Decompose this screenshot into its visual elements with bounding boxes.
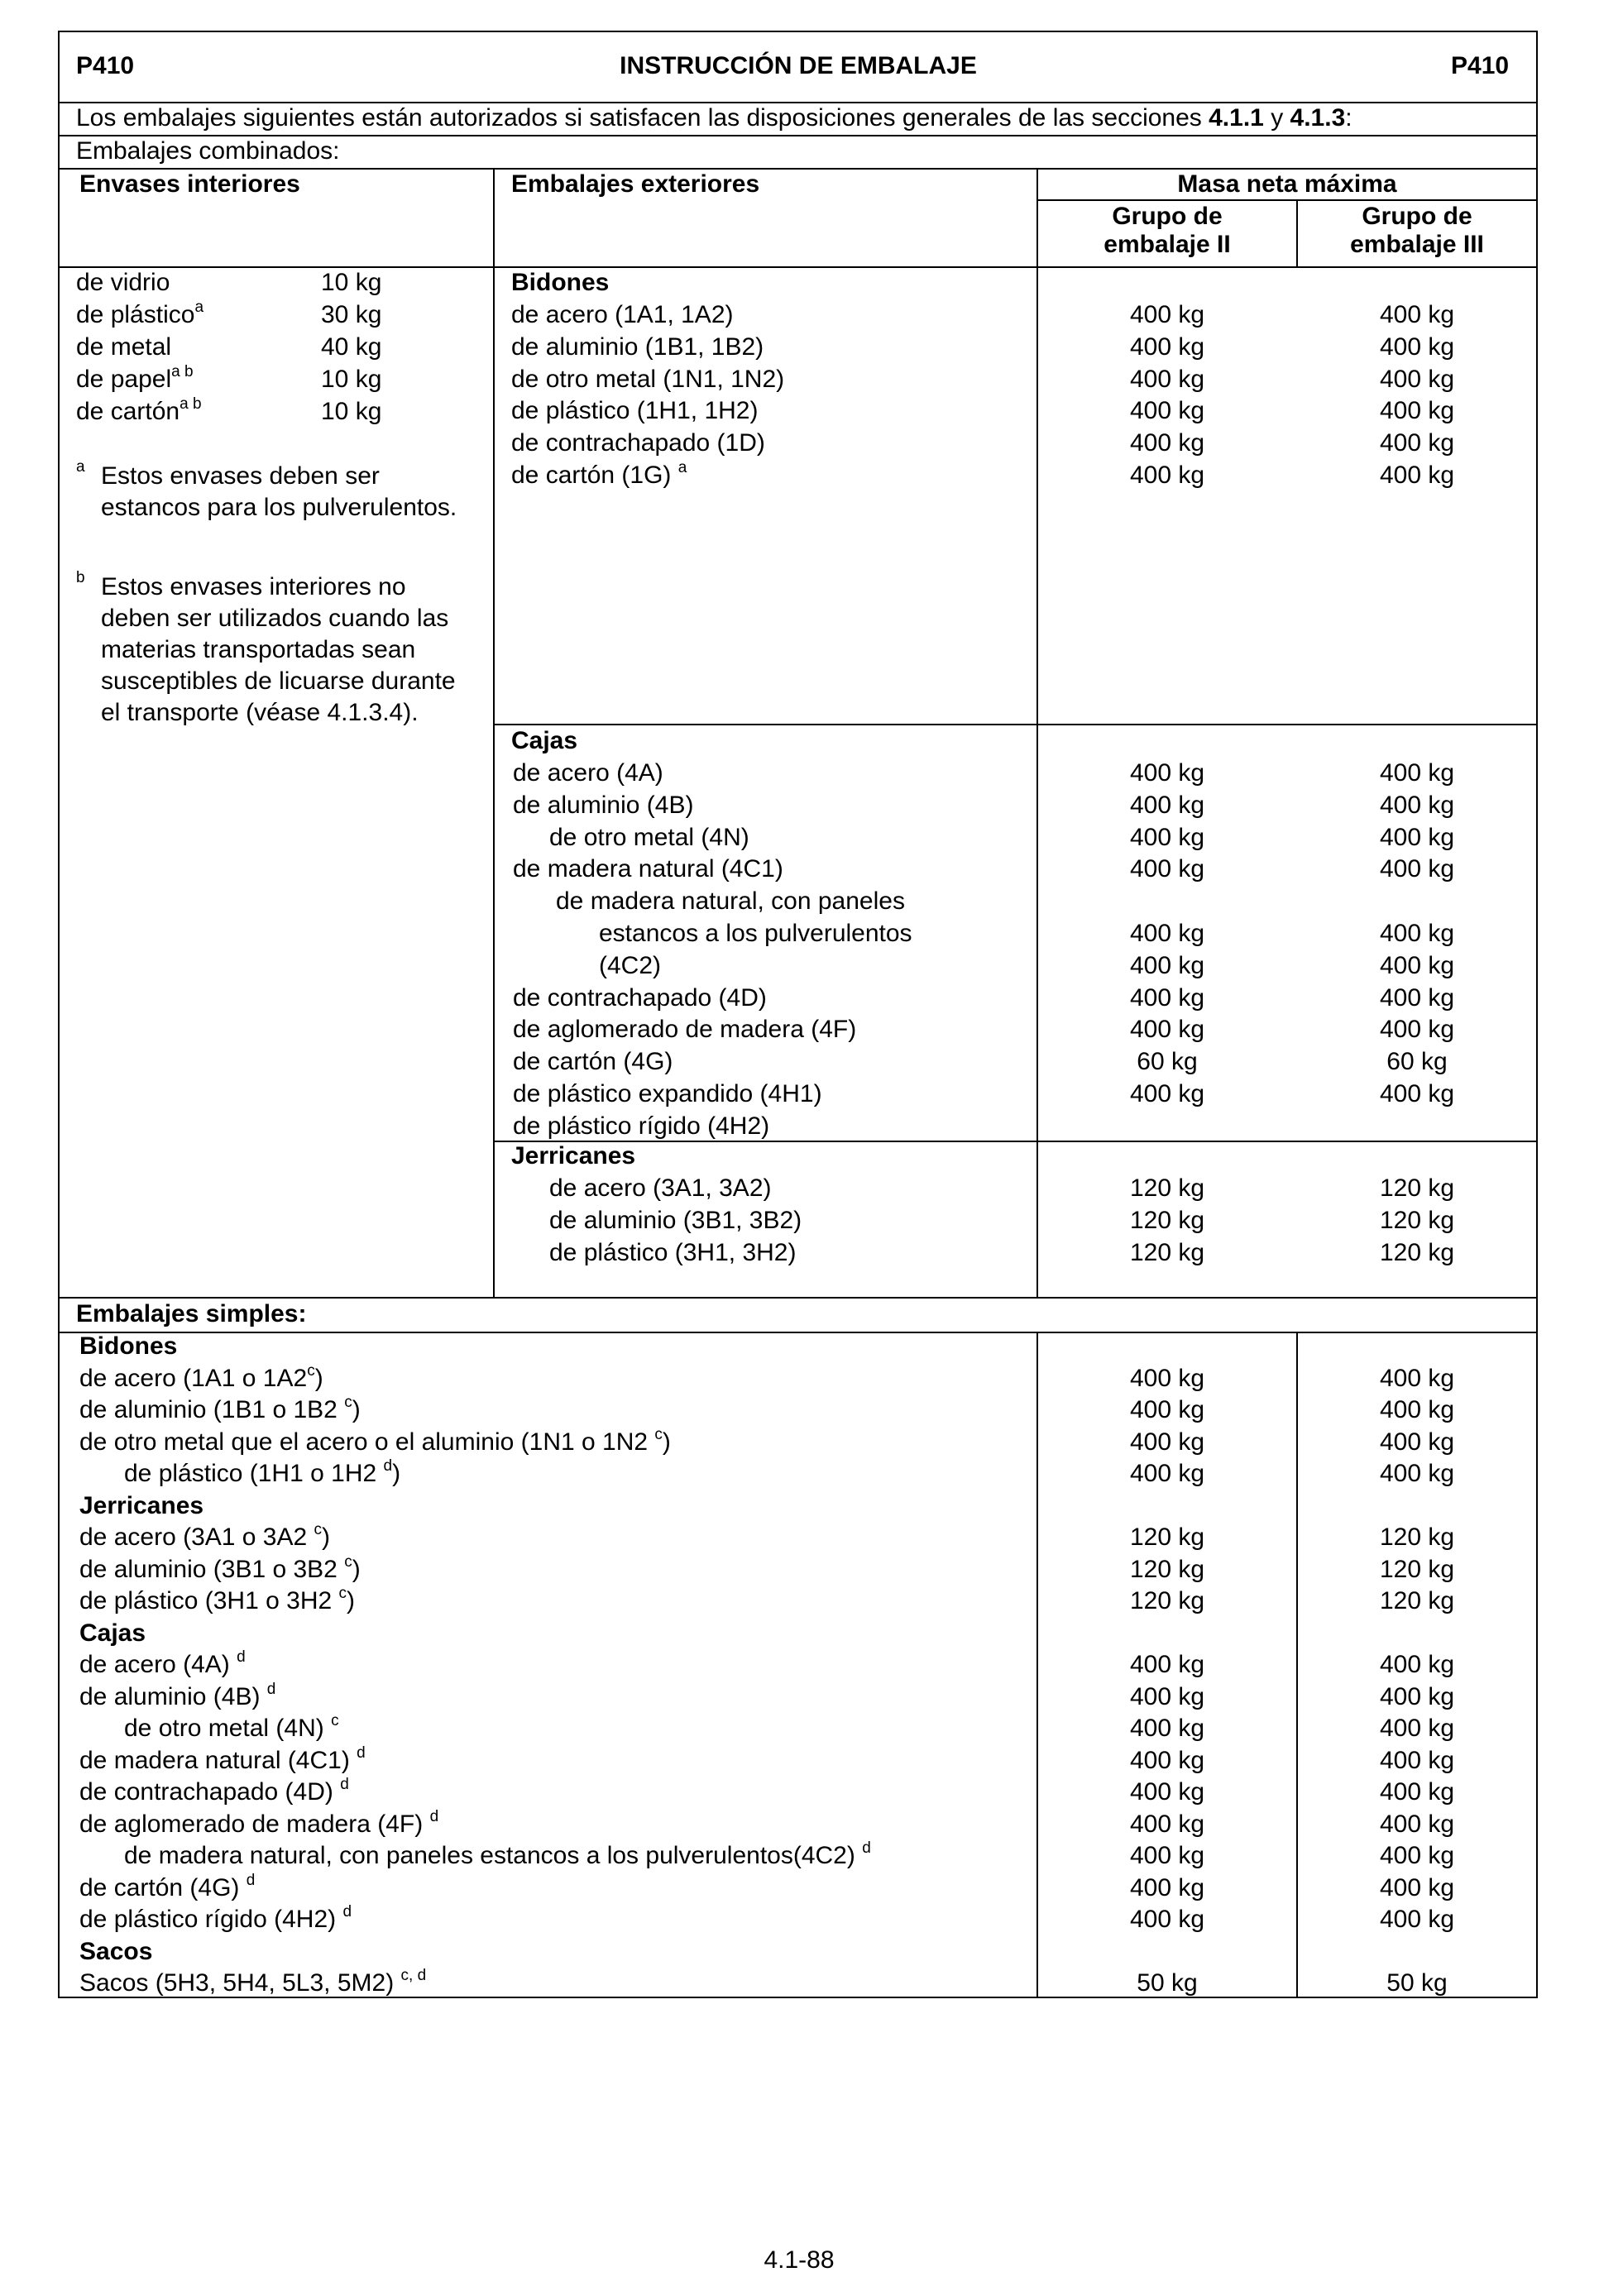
mass-group-ii: 400 kg — [1129, 429, 1205, 457]
mass-group-ii: 400 kg — [1129, 1778, 1205, 1806]
row-label: de aluminio (1B1, 1B2) — [511, 332, 764, 361]
row-label: de madera natural, con paneles estancos a los pulverulentos(4C2) $^d$ — [124, 1839, 871, 1869]
mass-group-ii: 400 kg — [1129, 951, 1205, 979]
mass-group-ii: 120 kg — [1129, 1174, 1205, 1202]
mass-group-iii: 400 kg — [1379, 1842, 1455, 1869]
col-mass-header: Masa neta máxima — [1177, 170, 1397, 198]
mass-group-ii: 400 kg — [1129, 759, 1205, 787]
mass-group-iii: 120 kg — [1379, 1238, 1455, 1266]
mass-group-iii: 400 kg — [1379, 1080, 1455, 1107]
page-title: INSTRUCCIÓN DE EMBALAJE — [620, 52, 977, 79]
mass-group-ii: 400 kg — [1129, 462, 1205, 489]
mass-group-iii: 400 kg — [1379, 1810, 1455, 1838]
row-label: (4C2) — [599, 951, 662, 979]
mass-group-ii: 120 kg — [1129, 1555, 1205, 1583]
row-label: de contrachapado (4D) — [513, 983, 767, 1012]
mass-group-ii: 400 kg — [1129, 1873, 1205, 1901]
mass-group-ii: 400 kg — [1129, 1682, 1205, 1710]
row-label: de acero (4A) $^d$ — [79, 1648, 246, 1678]
inner-item: de metal — [76, 333, 172, 361]
mass-group-ii: 400 kg — [1129, 823, 1205, 851]
row-label: de acero (1A1, 1A2) — [511, 301, 734, 328]
inner-item-mass: 10 kg — [321, 366, 382, 393]
inner-item-mass: 40 kg — [321, 333, 382, 361]
row-label: de plástico expandido (4H1) — [513, 1080, 822, 1107]
mass-group-ii: 400 kg — [1129, 1364, 1205, 1392]
inner-item: de vidrio — [76, 269, 170, 296]
mass-group-iii: 60 kg — [1386, 1048, 1448, 1076]
row-label: de acero (4A) — [513, 759, 663, 787]
mass-group-ii: 120 kg — [1129, 1206, 1205, 1234]
mass-group-iii: 400 kg — [1379, 951, 1455, 979]
row-label: de madera natural (4C1) $^d$ — [79, 1744, 366, 1774]
packing-code-left: P410 — [76, 52, 135, 79]
mass-group-ii: 400 kg — [1129, 1016, 1205, 1044]
mass-group-ii: 400 kg — [1129, 920, 1205, 947]
combined-label: Embalajes combinados: — [76, 137, 340, 165]
row-label: de plástico (3H1, 3H2) — [549, 1238, 797, 1266]
row-label: de aglomerado de madera (4F) — [513, 1016, 857, 1044]
mass-group-ii: 60 kg — [1137, 1048, 1198, 1076]
mass-group-iii: 50 kg — [1386, 1969, 1448, 1997]
mass-group-iii: 120 kg — [1379, 1555, 1455, 1583]
col-group2-header: Grupo de embalaje II — [1104, 203, 1231, 258]
row-label: de otro metal (4N) $^c$ — [124, 1712, 339, 1742]
mass-group-ii: 400 kg — [1129, 1842, 1205, 1869]
row-label: de cartón (4G) — [513, 1048, 673, 1076]
mass-group-ii: 400 kg — [1129, 332, 1205, 361]
row-label: de plástico (1H1 o 1H2 $^d$) — [124, 1457, 401, 1487]
outer-heading-cajas: Cajas — [511, 727, 578, 754]
single-heading-bidones: Bidones — [79, 1332, 178, 1360]
inner-item-mass: 30 kg — [321, 301, 382, 328]
inner-item: de papel$^{a b}$ — [76, 363, 194, 393]
mass-group-iii: 400 kg — [1379, 1396, 1455, 1423]
row-label: de otro metal (4N) — [549, 823, 749, 851]
inner-item-mass: 10 kg — [321, 398, 382, 425]
mass-group-iii: 400 kg — [1379, 1778, 1455, 1806]
row-label: de aluminio (3B1, 3B2) — [549, 1206, 802, 1234]
row-label: de madera natural, con paneles — [556, 887, 905, 916]
col-inner-header: Envases interiores — [79, 170, 300, 198]
mass-group-ii: 400 kg — [1129, 1651, 1205, 1678]
mass-group-iii: 400 kg — [1379, 1906, 1455, 1933]
mass-group-iii: 400 kg — [1379, 1428, 1455, 1456]
inner-item-mass: 10 kg — [321, 269, 382, 296]
mass-group-iii: 400 kg — [1379, 791, 1455, 819]
mass-group-ii: 400 kg — [1129, 301, 1205, 328]
mass-group-ii: 400 kg — [1129, 1715, 1205, 1742]
outer-heading-jerricanes: Jerricanes — [511, 1142, 636, 1170]
single-heading-sacos: Sacos — [79, 1937, 153, 1965]
row-label: de acero (3A1 o 3A2 $^c$) — [79, 1521, 331, 1551]
col-group3-header: Grupo de embalaje III — [1350, 203, 1484, 258]
mass-group-iii: 120 kg — [1379, 1523, 1455, 1551]
mass-group-ii: 400 kg — [1129, 1906, 1205, 1933]
row-label: de aglomerado de madera (4F) $^d$ — [79, 1807, 439, 1838]
mass-group-iii: 120 kg — [1379, 1174, 1455, 1202]
footnote-b: b Estos envases interiores no deben ser utilizados cuando las materias transportadas sean susceptibles de licuarse durante el transporte (véase 4.1.3.4). — [76, 569, 456, 726]
mass-group-ii: 50 kg — [1137, 1969, 1198, 1997]
row-label: estancos a los pulverulentos — [599, 920, 912, 947]
mass-group-iii: 400 kg — [1379, 1016, 1455, 1044]
row-label: de cartón (4G) $^d$ — [79, 1871, 256, 1901]
col-outer-header: Embalajes exteriores — [511, 170, 760, 198]
mass-group-iii: 400 kg — [1379, 823, 1455, 851]
footnote-a: a Estos envases deben ser estancos para los pulverulentos. — [76, 458, 457, 521]
mass-group-iii: 400 kg — [1379, 1715, 1455, 1742]
mass-group-ii: 400 kg — [1129, 397, 1205, 425]
mass-group-iii: 400 kg — [1379, 462, 1455, 489]
row-label: de acero (3A1, 3A2) — [549, 1174, 772, 1202]
mass-group-ii: 400 kg — [1129, 983, 1205, 1012]
mass-group-iii: 400 kg — [1379, 1364, 1455, 1392]
mass-group-ii: 400 kg — [1129, 1080, 1205, 1107]
single-heading-cajas: Cajas — [79, 1619, 146, 1647]
mass-group-ii: 400 kg — [1129, 1428, 1205, 1456]
mass-group-iii: 120 kg — [1379, 1206, 1455, 1234]
mass-group-ii: 400 kg — [1129, 1396, 1205, 1423]
row-label: de contrachapado (1D) — [511, 429, 765, 457]
mass-group-iii: 400 kg — [1379, 920, 1455, 947]
mass-group-iii: 400 kg — [1379, 855, 1455, 883]
row-label: de acero (1A1 o 1A2$^c$) — [79, 1361, 323, 1392]
mass-group-ii: 120 kg — [1129, 1587, 1205, 1614]
mass-group-ii: 400 kg — [1129, 1810, 1205, 1838]
intro-text: Los embalajes siguientes están autorizados si satisfacen las disposiciones generales de las secciones 4.1.1 y 4.1.3: — [76, 104, 1352, 132]
row-label: de plástico rígido (4H2) $^d$ — [79, 1903, 352, 1933]
row-label: de aluminio (4B) $^d$ — [79, 1680, 276, 1710]
inner-item: de cartón$^{a b}$ — [76, 395, 202, 425]
single-label: Embalajes simples: — [76, 1300, 307, 1327]
page-number: 4.1-88 — [764, 2246, 835, 2274]
mass-group-iii: 400 kg — [1379, 301, 1455, 328]
row-label: de cartón (1G) $^a$ — [511, 459, 687, 489]
row-label: de contrachapado (4D) $^d$ — [79, 1776, 349, 1806]
mass-group-iii: 400 kg — [1379, 365, 1455, 393]
row-label: de otro metal que el acero o el aluminio (1N1 o 1N2 $^c$) — [79, 1425, 671, 1456]
mass-group-iii: 400 kg — [1379, 1682, 1455, 1710]
packing-code-right: P410 — [1451, 52, 1510, 79]
mass-group-ii: 400 kg — [1129, 791, 1205, 819]
mass-group-iii: 400 kg — [1379, 1873, 1455, 1901]
single-heading-jerricanes: Jerricanes — [79, 1491, 204, 1519]
outer-heading-bidones: Bidones — [511, 269, 610, 296]
mass-group-iii: 400 kg — [1379, 1651, 1455, 1678]
row-label: de madera natural (4C1) — [513, 855, 783, 883]
row-label: de plástico (1H1, 1H2) — [511, 397, 759, 425]
mass-group-ii: 400 kg — [1129, 365, 1205, 393]
row-label: de otro metal (1N1, 1N2) — [511, 365, 785, 393]
mass-group-iii: 400 kg — [1379, 397, 1455, 425]
mass-group-iii: 120 kg — [1379, 1587, 1455, 1614]
mass-group-iii: 400 kg — [1379, 1746, 1455, 1774]
mass-group-iii: 400 kg — [1379, 429, 1455, 457]
mass-group-ii: 400 kg — [1129, 1746, 1205, 1774]
row-label: Sacos (5H3, 5H4, 5L3, 5M2) $^{c, d}$ — [79, 1967, 427, 1997]
mass-group-ii: 120 kg — [1129, 1238, 1205, 1266]
mass-group-ii: 400 kg — [1129, 855, 1205, 883]
mass-group-ii: 120 kg — [1129, 1523, 1205, 1551]
row-label: de plástico (3H1 o 3H2 $^c$) — [79, 1585, 356, 1614]
row-label: de aluminio (4B) — [513, 791, 694, 819]
mass-group-ii: 400 kg — [1129, 1460, 1205, 1487]
mass-group-iii: 400 kg — [1379, 983, 1455, 1012]
mass-group-iii: 400 kg — [1379, 759, 1455, 787]
row-label: de aluminio (3B1 o 3B2 $^c$) — [79, 1552, 361, 1583]
row-label: de plástico rígido (4H2) — [513, 1112, 770, 1140]
row-label: de aluminio (1B1 o 1B2 $^c$) — [79, 1394, 361, 1423]
mass-group-iii: 400 kg — [1379, 1460, 1455, 1487]
inner-item: de plástico$^a$ — [76, 299, 204, 328]
mass-group-iii: 400 kg — [1379, 332, 1455, 361]
